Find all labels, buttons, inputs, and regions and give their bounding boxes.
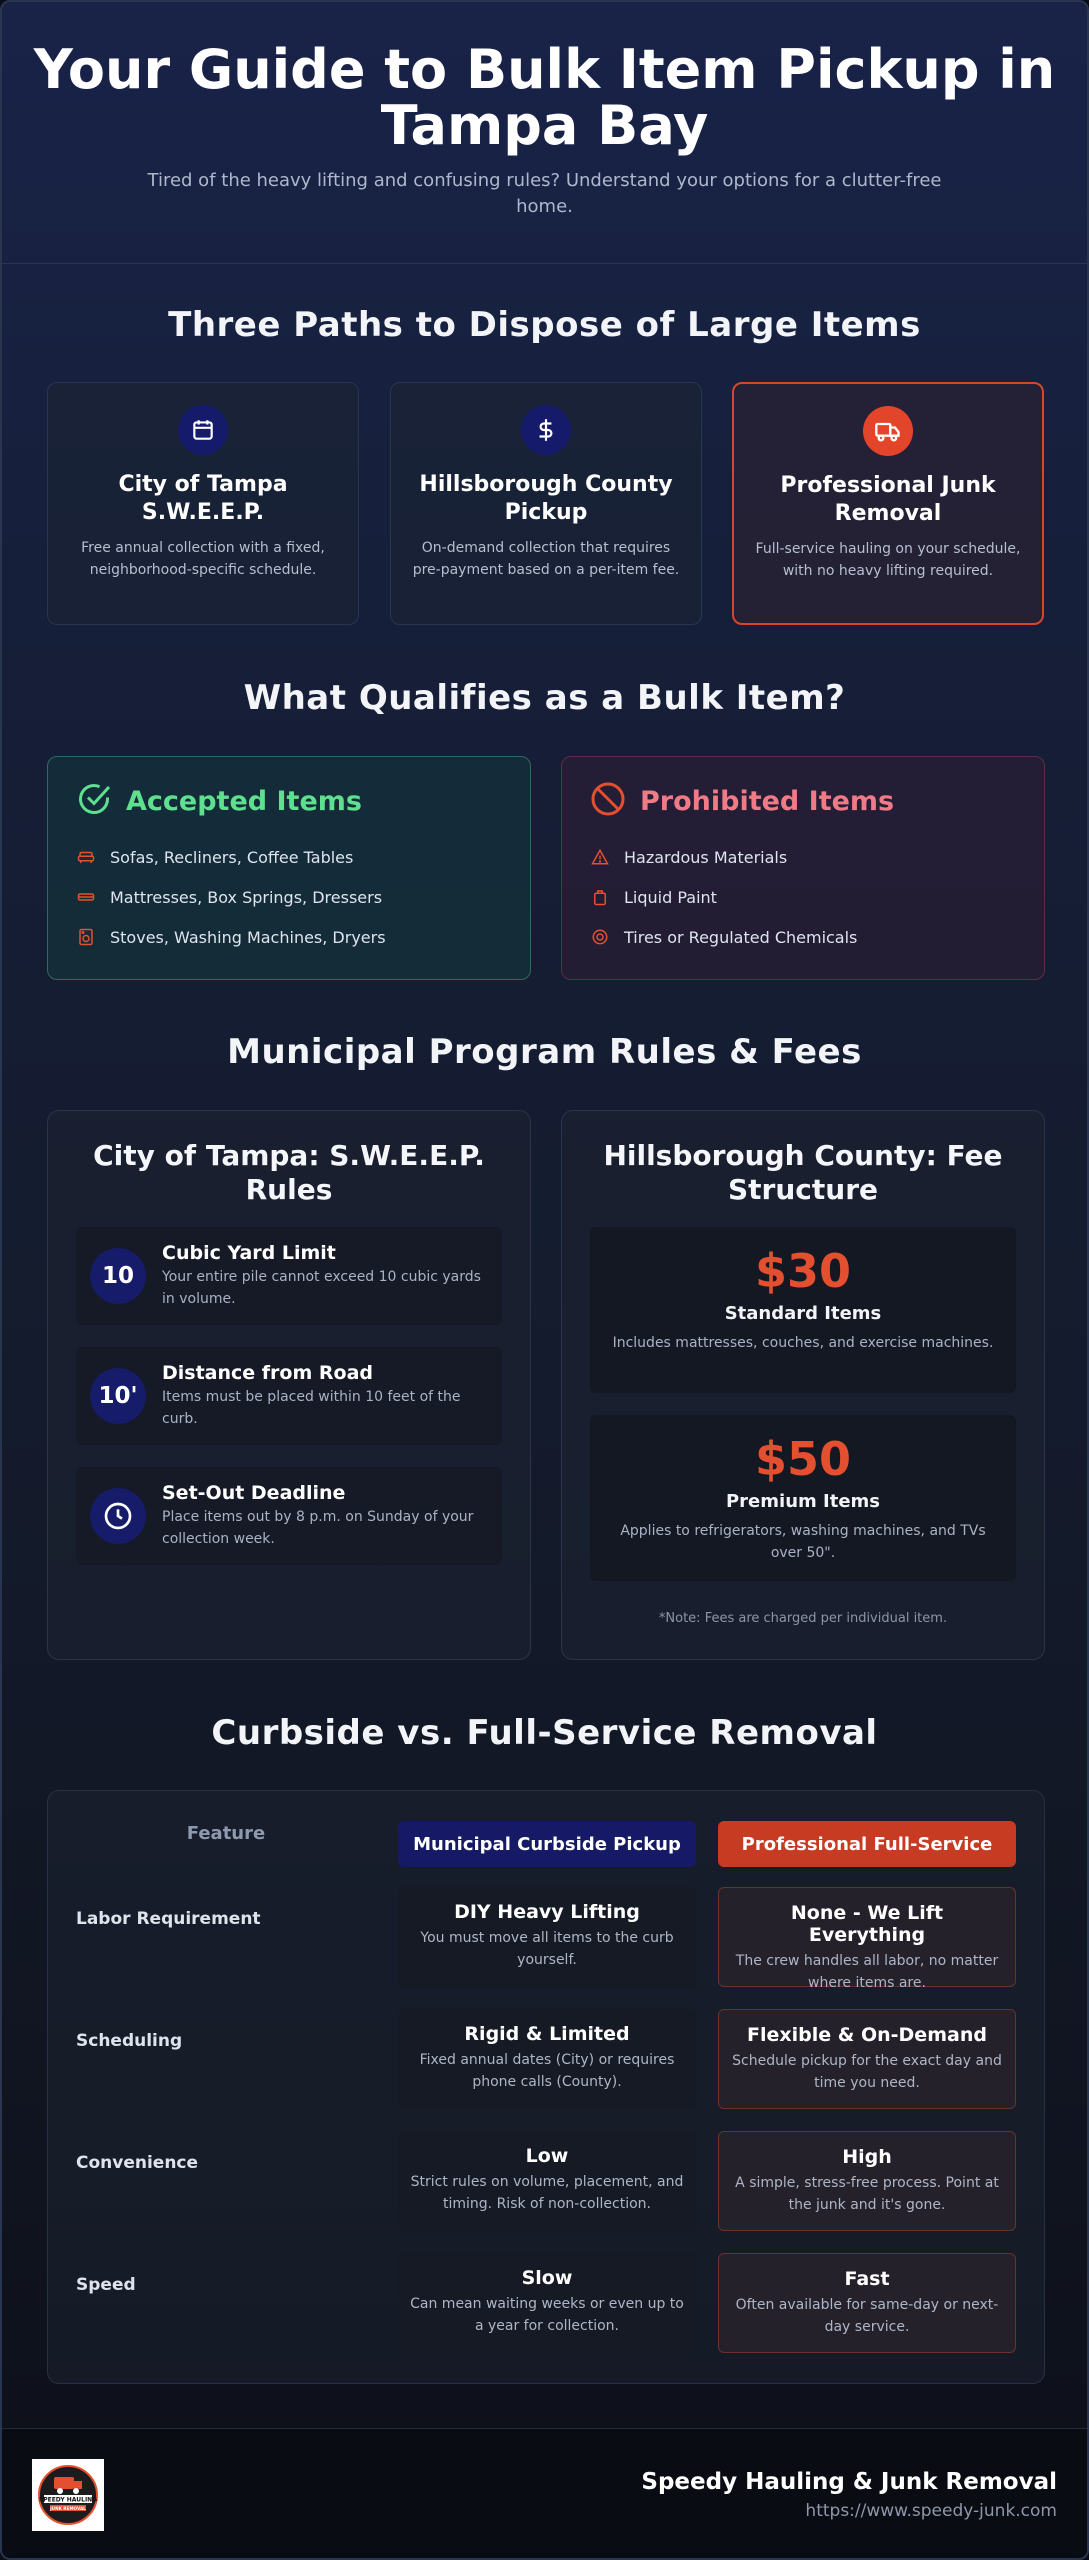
rule-text: Items must be placed within 10 feet of the curb. [162,1389,461,1427]
item-text: Liquid Paint [624,887,717,907]
fee-amount: $50 [754,1432,852,1486]
cell-title: None - We Lift Everything [790,1902,944,1946]
rule-title: Cubic Yard Limit [162,1242,336,1264]
cell-title: DIY Heavy Lifting [454,1901,640,1923]
cell-title: Low [525,2145,569,2167]
rule-text: Place items out by 8 p.m. on Sunday of your collection week. [162,1509,474,1547]
table-cell [718,2131,1016,2231]
county-fees-card [561,1110,1045,1660]
footer [2,2428,1087,2560]
table-cell [398,2131,696,2231]
fee-amount: $30 [754,1244,852,1298]
path-title: Professional Junk Removal [780,473,996,526]
cell-title: Fast [844,2268,890,2290]
path-title: City of Tampa S.W.E.E.P. [118,472,288,525]
cell-text: Schedule pickup for the exact day and time you need. [732,2053,1002,2091]
professional-column-header: Professional Full-Service [718,1821,1016,1867]
company-logo[interactable] [32,2459,104,2531]
item-text: Sofas, Recliners, Coffee Tables [110,847,354,867]
municipal-column-header: Municipal Curbside Pickup [398,1821,696,1867]
cell-title: High [842,2146,892,2168]
tampa-rules-title: City of Tampa: S.W.E.E.P. Rules [93,1139,485,1206]
sofa-icon [76,847,96,867]
table-cell [718,1887,1016,1991]
list-item [76,837,502,877]
row-label: Convenience [76,2153,199,2173]
logo-subtext: JUNK REMOVAL [50,2505,86,2511]
item-text: Hazardous Materials [624,847,788,867]
truck-icon [863,406,913,456]
county-fees-title: Hillsborough County: Fee Structure [603,1139,1003,1206]
prohibited-items-card [561,756,1045,980]
table-cell [718,2253,1016,2353]
list-item [76,877,502,917]
brand-name: Speedy Hauling & Junk Removal [641,2469,1057,2495]
calendar-icon [178,405,228,455]
row-label: Scheduling [76,2031,183,2051]
item-text: Tires or Regulated Chemicals [624,927,858,947]
fee-label: Standard Items [724,1303,882,1324]
mattress-icon [76,887,96,907]
hero [2,2,1087,264]
comparison-table [47,1790,1045,2384]
rules-section-title: Municipal Program Rules & Fees [227,1032,862,1072]
fee-label: Premium Items [725,1491,881,1512]
fee-text: Applies to refrigerators, washing machines, and TVs over 50". [620,1523,986,1561]
rule-title: Set-Out Deadline [162,1482,346,1504]
page-subtitle: Tired of the heavy lifting and confusing rules? Understand your options for a clutter-free home. [147,170,942,217]
check-circle-icon [76,781,112,821]
cell-title: Rigid & Limited [464,2023,630,2045]
accepted-title: Accepted Items [126,785,362,817]
warning-icon [590,847,610,867]
rule-text: Your entire pile cannot exceed 10 cubic yards in volume. [162,1269,481,1307]
rule-item [76,1347,502,1445]
fee-item [590,1415,1016,1581]
rule-title: Distance from Road [162,1362,373,1384]
path-text: On-demand collection that requires pre-payment based on a per-item fee. [412,540,680,578]
clock-icon [90,1488,146,1544]
path-title: Hillsborough County Pickup [419,472,673,525]
qualify-section-title: What Qualifies as a Bulk Item? [243,678,846,718]
page-title: Your Guide to Bulk Item Pickup in Tampa Bay [33,38,1056,157]
cell-text: Often available for same-day or next-day service. [735,2297,999,2335]
cell-text: Fixed annual dates (City) or requires phone calls (County). [419,2052,675,2090]
prohibited-icon [590,781,626,821]
path-text: Free annual collection with a fixed, neighborhood-specific schedule. [81,540,325,578]
list-item [590,917,1016,957]
path-card-professional [732,382,1044,625]
rule-badge: 10' [90,1368,146,1424]
item-text: Mattresses, Box Springs, Dressers [110,887,383,907]
cell-text: Strict rules on volume, placement, and timing. Risk of non-collection. [410,2174,684,2212]
tampa-rules-card [47,1110,531,1660]
logo-text: SPEEDY HAULING [38,2496,98,2504]
rule-item [76,1227,502,1325]
path-text: Full-service hauling on your schedule, with no heavy lifting required. [755,541,1021,579]
cell-text: A simple, stress-free process. Point at the junk and it's gone. [735,2175,999,2213]
cell-text: You must move all items to the curb yourself. [420,1930,674,1968]
list-item [590,837,1016,877]
item-text: Stoves, Washing Machines, Dryers [110,927,386,947]
rule-item [76,1467,502,1565]
path-card-city [47,382,359,625]
fee-note: *Note: Fees are charged per individual item. [658,1611,948,1626]
table-cell [398,1887,696,1987]
list-item [590,877,1016,917]
cell-text: Can mean waiting weeks or even up to a year for collection. [410,2296,684,2334]
tire-icon [590,927,610,947]
appliance-icon [76,927,96,947]
dollar-icon [521,405,571,455]
fee-text: Includes mattresses, couches, and exercise machines. [612,1335,994,1351]
row-label: Speed [76,2275,136,2295]
row-label: Labor Requirement [76,1909,261,1929]
fee-item [590,1227,1016,1393]
path-card-county [390,382,702,625]
compare-section-title: Curbside vs. Full-Service Removal [211,1713,878,1753]
table-cell [718,2009,1016,2109]
paint-can-icon [590,887,610,907]
table-cell [398,2009,696,2109]
cell-text: The crew handles all labor, no matter where items are. [735,1953,999,1991]
table-cell [398,2253,696,2353]
brand-url[interactable]: https://www.speedy-junk.com [805,2501,1057,2521]
cell-title: Flexible & On-Demand [747,2024,987,2046]
prohibited-title: Prohibited Items [640,785,895,817]
feature-column-header: Feature [186,1823,266,1844]
paths-section-title: Three Paths to Dispose of Large Items [168,305,921,345]
accepted-items-card [47,756,531,980]
list-item [76,917,502,957]
rule-badge: 10 [90,1248,146,1304]
cell-title: Slow [521,2267,573,2289]
